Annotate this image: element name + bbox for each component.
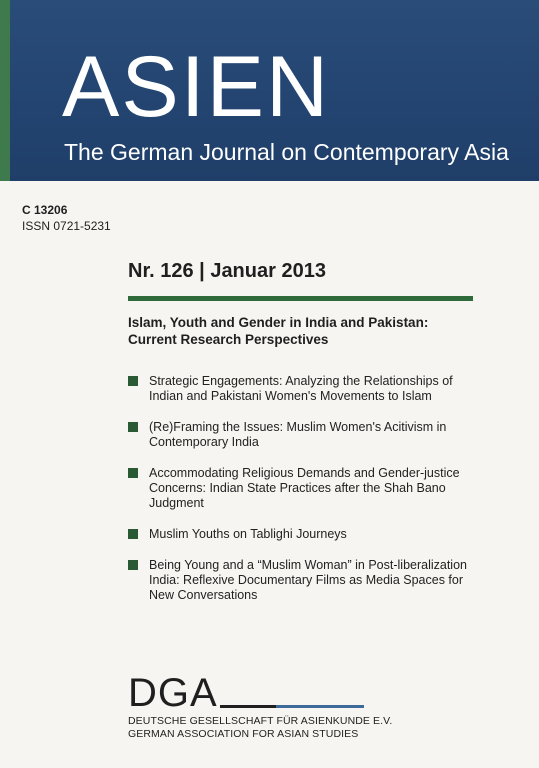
publisher-block <box>128 671 428 741</box>
article-title: Accommodating Religious Demands and Gender-justice Concerns: Indian State Practices after the Shah Bano Judgment <box>149 466 460 510</box>
publisher-logo <box>128 671 428 715</box>
logo-bar-dark <box>220 705 276 708</box>
accent-stripe <box>0 0 10 181</box>
logo-bar-blue <box>276 705 364 708</box>
identifier-codes <box>22 202 111 234</box>
journal-subtitle: The German Journal on Contemporary Asia <box>64 139 509 165</box>
publisher-name <box>128 715 428 741</box>
article-item <box>128 466 468 511</box>
square-bullet-icon <box>128 376 138 386</box>
article-title: Being Young and a “Muslim Woman” in Post-liberalization India: Reflexive Documentary Films as Media Spaces for New Conversations <box>149 558 467 602</box>
publisher-abbreviation: DGA <box>128 671 218 715</box>
issue-divider <box>128 296 473 301</box>
publisher-name-german: DEUTSCHE GESELLSCHAFT FÜR ASIENKUNDE E.V. <box>128 715 393 727</box>
article-list <box>128 374 468 619</box>
article-title: Strategic Engagements: Analyzing the Relationships of Indian and Pakistani Women's Movements to Islam <box>149 374 453 403</box>
c-number: C 13206 <box>22 203 68 217</box>
article-item <box>128 558 468 603</box>
article-title: Muslim Youths on Tablighi Journeys <box>149 527 347 541</box>
square-bullet-icon <box>128 468 138 478</box>
article-item <box>128 374 468 404</box>
issue-topic-line-1: Islam, Youth and Gender in India and Pakistan: <box>128 315 429 330</box>
article-item <box>128 527 468 542</box>
square-bullet-icon <box>128 529 138 539</box>
issn-number: ISSN 0721-5231 <box>22 219 111 233</box>
journal-title: ASIEN <box>62 39 331 135</box>
issue-topic-line-2: Current Research Perspectives <box>128 332 329 347</box>
article-item <box>128 420 468 450</box>
header-band <box>0 0 539 181</box>
article-title: (Re)Framing the Issues: Muslim Women's Acitivism in Contemporary India <box>149 420 447 449</box>
square-bullet-icon <box>128 422 138 432</box>
issue-number-date: Nr. 126 | Januar 2013 <box>128 260 326 282</box>
square-bullet-icon <box>128 560 138 570</box>
publisher-name-english: GERMAN ASSOCIATION FOR ASIAN STUDIES <box>128 728 359 740</box>
issue-topic <box>128 314 488 348</box>
